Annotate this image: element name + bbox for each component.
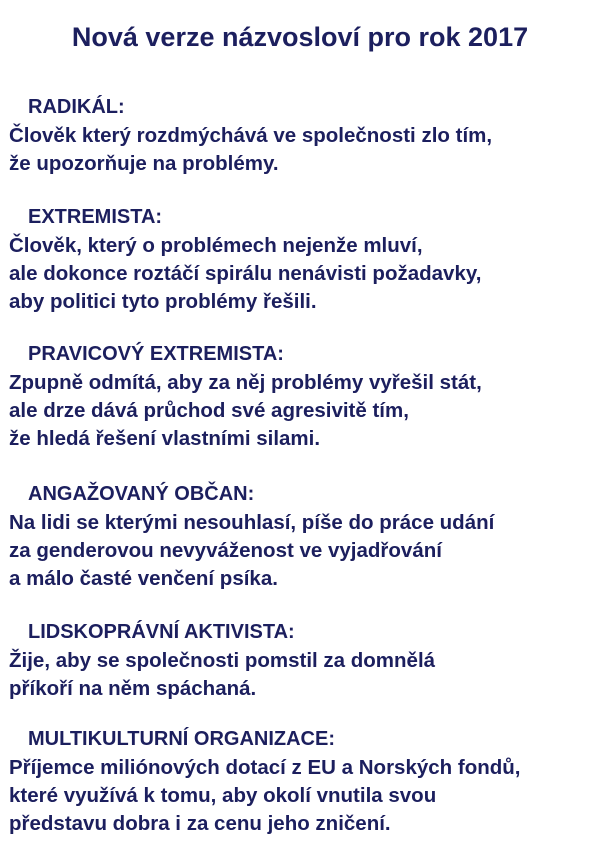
entry-multikulturni-organizace	[0, 724, 600, 838]
entry-term: PRAVICOVÝ EXTREMISTA:	[28, 343, 284, 365]
definition-line: Příjemce miliónových dotací z EU a Norských fondů,	[9, 756, 521, 779]
definition-line: a málo časté venčení psíka.	[9, 567, 278, 590]
definition-line: že upozorňuje na problémy.	[9, 152, 279, 175]
entry-term: LIDSKOPRÁVNÍ AKTIVISTA:	[28, 621, 295, 643]
definition-line: Člověk, který o problémech nejenže mluví,	[9, 234, 423, 257]
entry-term: MULTIKULTURNÍ ORGANIZACE:	[28, 728, 335, 750]
definition-line: Žije, aby se společnosti pomstil za domnělá	[9, 649, 436, 672]
definition-line: představu dobra i za cenu jeho zničení.	[9, 812, 391, 835]
entry-pravicovy-extremista	[0, 339, 600, 453]
definition-line: Zpupně odmítá, aby za něj problémy vyřešil stát,	[9, 371, 482, 394]
definition-line: které využívá k tomu, aby okolí vnutila svou	[9, 784, 437, 807]
definition-line: že hledá řešení vlastními silami.	[9, 427, 321, 450]
definition-line: za genderovou nevyváženost ve vyjadřování	[9, 539, 442, 562]
entry-term: RADIKÁL:	[28, 96, 125, 118]
entry-angazovany-obcan	[0, 479, 600, 593]
definition-line: aby politici tyto problémy řešili.	[9, 290, 317, 313]
definition-line: Na lidi se kterými nesouhlasí, píše do práce udání	[9, 511, 495, 534]
definition-line: ale drze dává průchod své agresivitě tím,	[9, 399, 409, 422]
definition-line: příkoří na něm spáchaná.	[9, 677, 257, 700]
entry-lidskopravni-aktivista	[0, 617, 600, 703]
definition-line: Člověk který rozdmýchává ve společnosti zlo tím,	[9, 124, 493, 147]
page-title: Nová verze názvosloví pro rok 2017	[71, 22, 529, 52]
entry-term: ANGAŽOVANÝ OBČAN:	[28, 483, 255, 505]
entry-term: EXTREMISTA:	[28, 206, 163, 228]
entry-extremista	[0, 202, 600, 316]
entry-radikal	[0, 92, 600, 178]
definition-line: ale dokonce roztáčí spirálu nenávisti požadavky,	[9, 262, 482, 285]
